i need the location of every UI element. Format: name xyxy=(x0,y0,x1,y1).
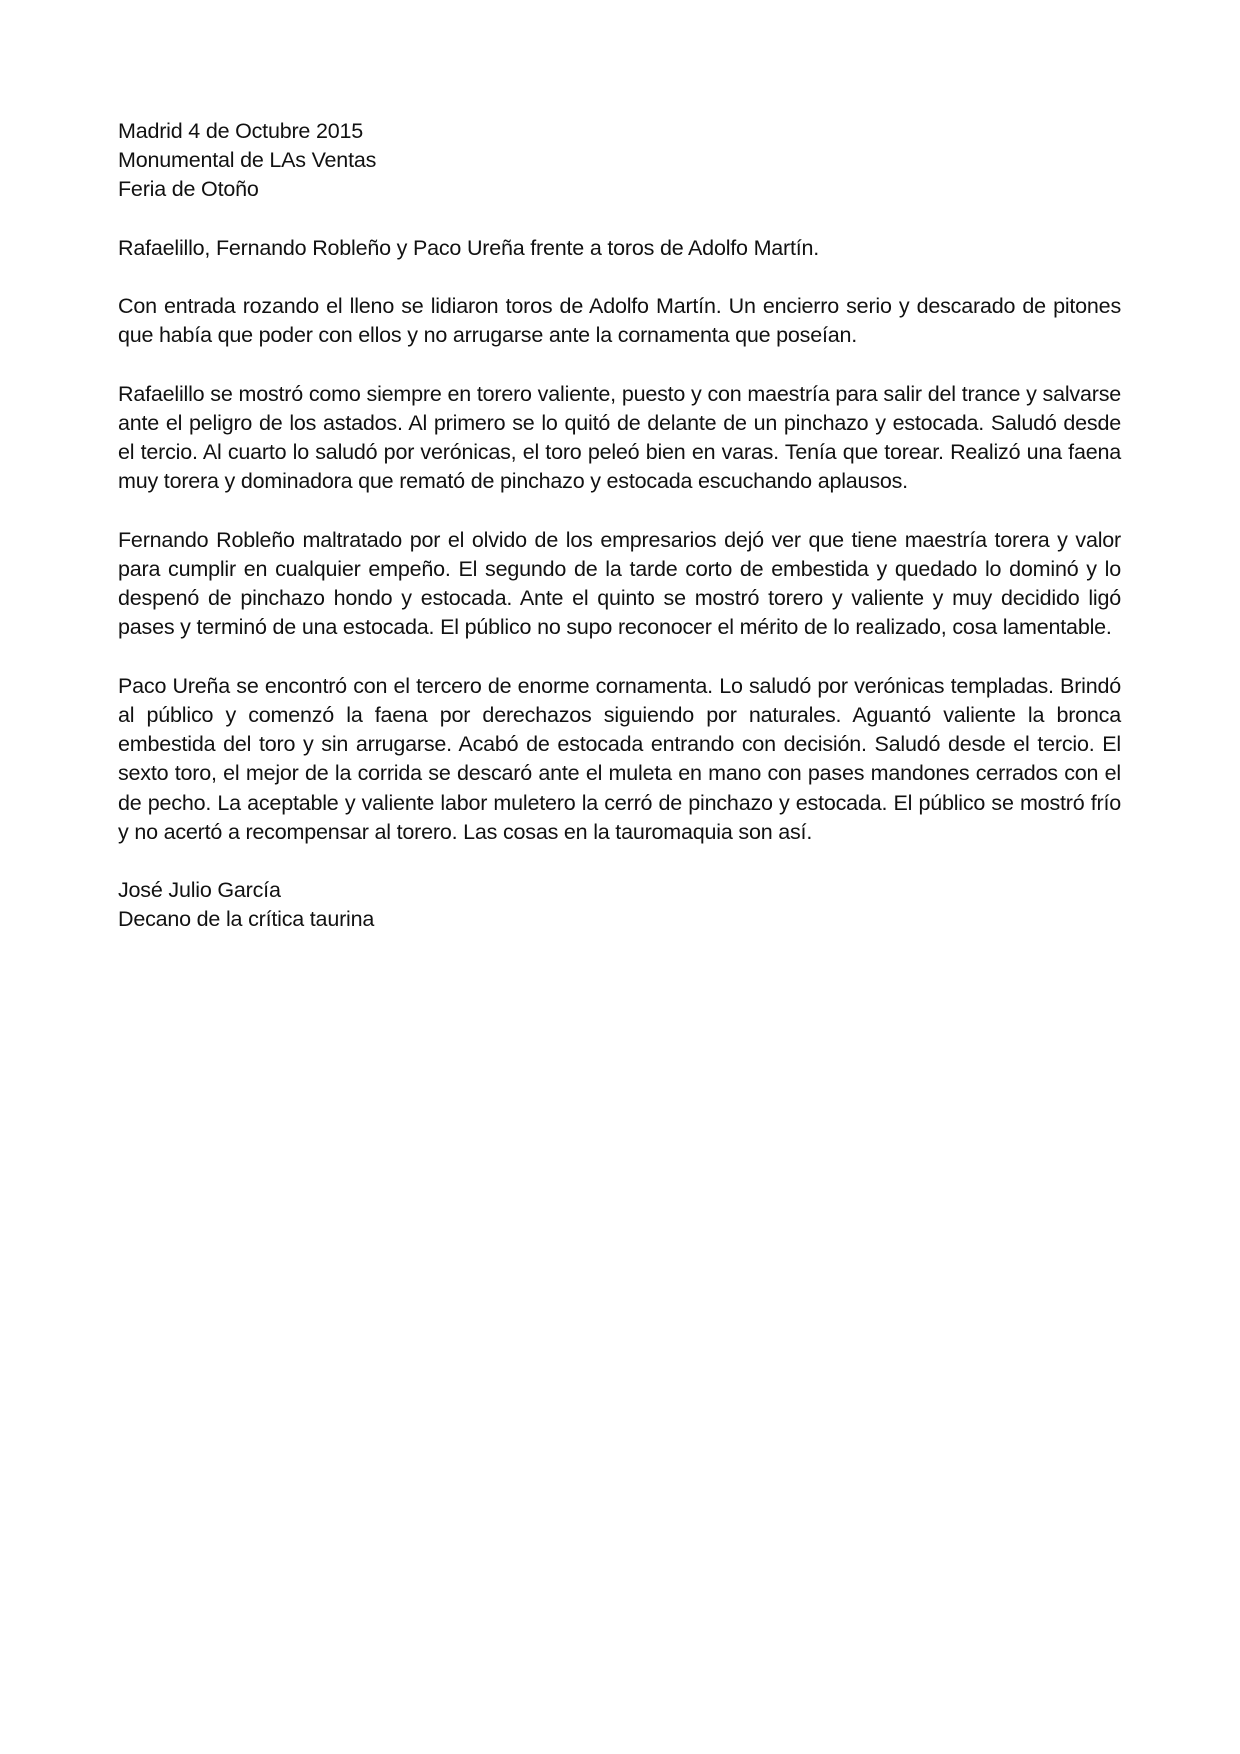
paragraph-robleno: Fernando Robleño maltratado por el olvido de los empresarios dejó ver que tiene maestría torera y valor para cumplir en cualquier empeño. El segundo de la tarde corto de embestida y quedado lo dominó y lo despenó de pinchazo hondo y estocada. Ante el quinto se mostró torero y valiente y muy decidido ligó pases y terminó de una estocada. El público no supo reconocer el mérito de lo realizado, cosa lamentable. xyxy=(118,527,1121,640)
headline: Rafaelillo, Fernando Robleño y Paco Ureña frente a toros de Adolfo Martín. xyxy=(118,235,820,260)
fair-line: Feria de Otoño xyxy=(118,177,259,202)
venue-line: Monumental de LAs Ventas xyxy=(118,148,377,173)
document-header xyxy=(118,117,1121,205)
signature-block xyxy=(118,876,1121,934)
author-title: Decano de la crítica taurina xyxy=(118,907,375,932)
document-page xyxy=(118,117,1121,935)
paragraph-rafaelillo: Rafaelillo se mostró como siempre en torero valiente, puesto y con maestría para salir del trance y salvarse ante el peligro de los astados. Al primero se lo quitó de delante de un pinchazo y estocada. Saludó desde el tercio. Al cuarto lo saludó por verónicas, el toro peleó bien en varas. Tenía que torear. Realizó una faena muy torera y dominadora que remató de pinchazo y estocada escuchando aplausos. xyxy=(118,381,1121,494)
author-name: José Julio García xyxy=(118,878,281,903)
paragraph-intro: Con entrada rozando el lleno se lidiaron toros de Adolfo Martín. Un encierro serio y descarado de pitones que había que poder con ellos y no arrugarse ante la cornamenta que poseían. xyxy=(118,294,1121,348)
paragraph-urena: Paco Ureña se encontró con el tercero de enorme cornamenta. Lo saludó por verónicas templadas. Brindó al público y comenzó la faena por derechazos siguiendo por naturales. Aguantó valiente la bronca embestida del toro y sin arrugarse. Acabó de estocada entrando con decisión. Saludó desde el tercio. El sexto toro, el mejor de la corrida se descaró ante el muleta en mano con pases mandones cerrados con el de pecho. La aceptable y valiente labor muletero la cerró de pinchazo y estocada. El público se mostró frío y no acertó a recompensar al torero. Las cosas en la tauromaquia son así. xyxy=(118,673,1121,844)
date-line: Madrid 4 de Octubre 2015 xyxy=(118,119,363,143)
